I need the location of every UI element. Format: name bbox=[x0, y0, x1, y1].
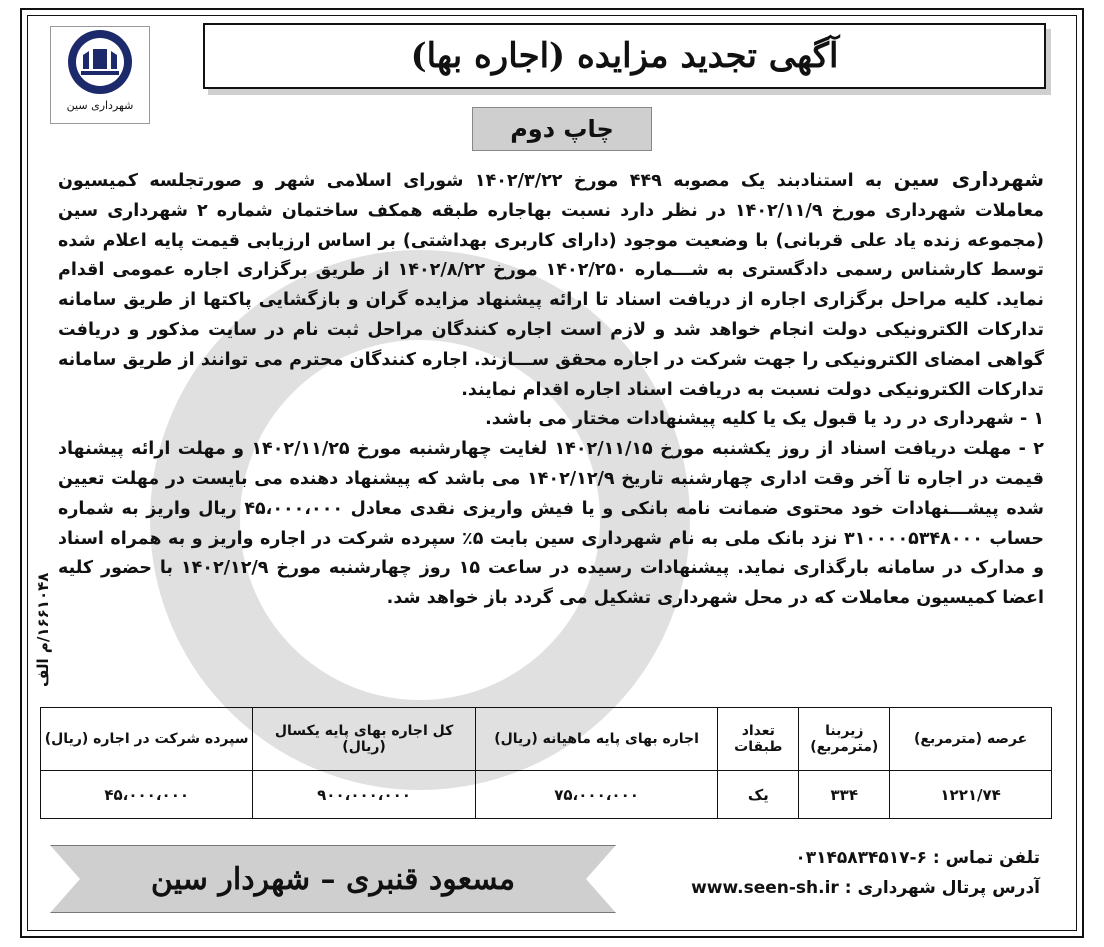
signature-banner: مسعود قنبری – شهردار سین bbox=[50, 845, 616, 913]
condition-item-2: ۲ - مهلت دریافت اسناد از روز یکشنبه مورخ ۱۴۰۲/۱۱/۱۵ لغایت چهارشنبه مورخ ۱۴۰۲/۱۱/۲۵ و مهلت ارائه پیشنهاد قیمت در اجاره تا آخر وقت اداری چهارشنبه تاریخ ۱۴۰۲/۱۲/۹ می باشد که پیشنهاد دهنده می بایست در مهلت تعیین شده پیشـــنهادات خود محتوی ضمانت نامه بانکی و یا فیش واریزی نقدی معادل ۴۵،۰۰۰،۰۰۰ ریال واریز به شماره حساب ۳۱۰۰۰۰۵۳۴۸۰۰۰ نزد بانک ملی به نام شهرداری سین بابت ۵٪ سپرده شرکت در اجاره واریز و به همراه اسناد و مدارک در سامانه بارگذاری نماید. پیشنهادات رسیده در ساعت ۱۵ روز چهارشنبه مورخ ۱۴۰۲/۱۲/۹ با حضور کلیه اعضا کمیسیون معاملات که در محل شهرداری تشکیل می گردد باز خواهد شد. bbox=[58, 439, 1045, 609]
col-header-floors: تعداد طبقات bbox=[718, 708, 799, 771]
col-header-deposit: سپرده شرکت در اجاره (ریال) bbox=[41, 708, 253, 771]
lead-text: شهرداری سین bbox=[893, 167, 1044, 191]
table-row bbox=[41, 771, 1052, 819]
paragraph-text: به استنادبند یک مصوبه ۴۴۹ مورخ ۱۴۰۲/۳/۲۲ شورای اسلامی شهر و صورتجلسه کمیسیون معاملات شهرداری مورخ ۱۴۰۲/۱۱/۹ در نظر دارد نسبت بهاجاره طبقه همکف ساختمان شماره ۲ شهرداری سین (مجموعه زنده یاد علی قربانی) با وضعیت موجود (دارای کاربری بهداشتی) بر اساس ارزیابی قیمت پایه اعلام شده توسط کارشناس رسمی دادگستری به شـــماره ۱۴۰۲/۲۵۰ مورخ ۱۴۰۲/۸/۲۲ از طریق برگزاری اجاره عمومی اقدام نماید. کلیه مراحل برگزاری اجاره از دریافت اسناد تا ارائه پیشنهاد مزایده گران و بازگشایی پاکتها از طریق سامانه تدارکات الکترونیکی دولت انجام خواهد شد و لازم است اجاره کنندگان مراحل ثبت نام در سایت مذکور و دریافت گواهی امضای الکترونیکی را جهت شرکت در اجاره محقق ســـازند. اجاره کنندگان محترم می توانند از طریق سامانه تدارکات الکترونیکی دولت نسبت به دریافت اسناد اجاره اقدام نمایند. bbox=[58, 171, 1045, 400]
condition-item-1: ۱ - شهرداری در رد یا قبول یک یا کلیه پیشنهادات مختار می باشد. bbox=[485, 409, 1044, 430]
municipality-logo bbox=[50, 26, 150, 124]
cell-area: ۱۲۲۱/۷۴ bbox=[890, 771, 1052, 819]
contact-info bbox=[630, 843, 1040, 903]
table-header-row bbox=[41, 708, 1052, 771]
print-edition-badge: چاپ دوم bbox=[472, 107, 652, 151]
col-header-built-area: زیربنا (مترمربع) bbox=[799, 708, 890, 771]
cell-floors: یک bbox=[718, 771, 799, 819]
col-header-yearly-rent: کل اجاره بهای پایه یکسال (ریال) bbox=[253, 708, 475, 771]
title-box bbox=[203, 23, 1046, 89]
cell-yearly-rent: ۹۰۰،۰۰۰،۰۰۰ bbox=[253, 771, 475, 819]
cell-built-area: ۳۳۴ bbox=[799, 771, 890, 819]
logo-caption: شهرداری سین bbox=[66, 99, 134, 112]
phone-number: تلفن تماس : ۶-۰۳۱۴۵۸۳۴۵۱۷ bbox=[795, 848, 1040, 868]
col-header-area: عرصه (مترمربع) bbox=[890, 708, 1052, 771]
notice-body bbox=[58, 165, 1044, 614]
page-title: آگهی تجدید مزایده (اجاره بها) bbox=[410, 36, 839, 76]
cell-deposit: ۴۵،۰۰۰،۰۰۰ bbox=[41, 771, 253, 819]
portal-address: آدرس پرتال شهرداری : www.seen-sh.ir bbox=[691, 878, 1040, 898]
lease-table bbox=[40, 707, 1052, 819]
main-paragraph bbox=[58, 165, 1044, 405]
logo-emblem-icon bbox=[65, 27, 135, 97]
col-header-monthly-rent: اجاره بهای پایه ماهیانه (ریال) bbox=[475, 708, 718, 771]
cell-monthly-rent: ۷۵،۰۰۰،۰۰۰ bbox=[475, 771, 718, 819]
reference-code: ۱۶۶۱۰۴۸/م الف bbox=[34, 572, 52, 688]
